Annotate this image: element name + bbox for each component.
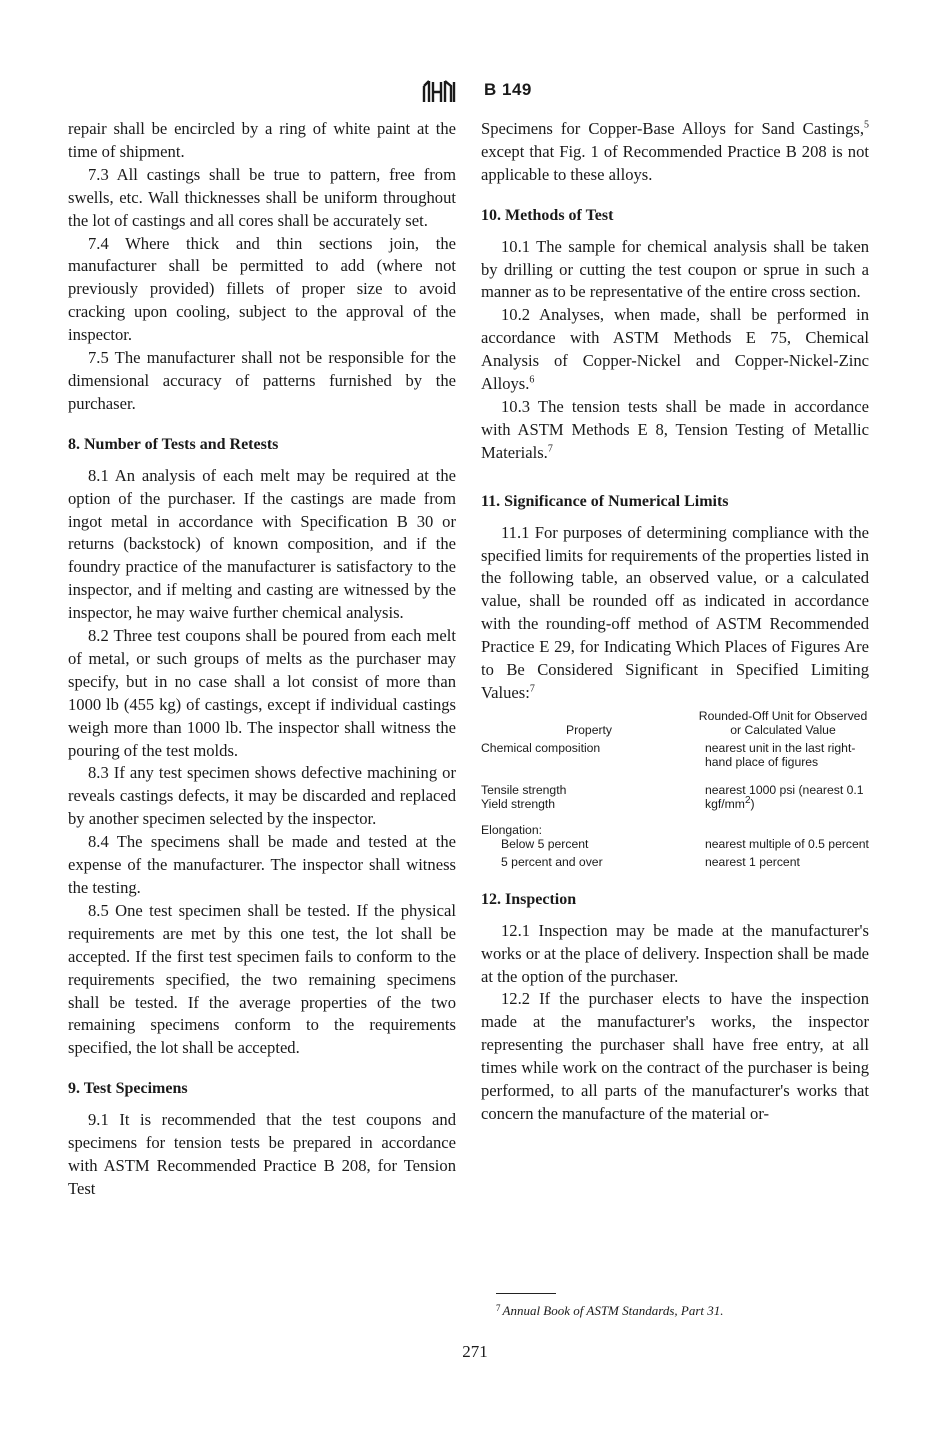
table-row: Yield strength (481, 796, 556, 811)
astm-logo-icon (420, 78, 458, 104)
footnote-ref: 7 (529, 683, 535, 695)
table-header-row (481, 709, 869, 741)
footnote: $^7$ Annual Book of ASTM Standards, Part 31. (496, 1303, 724, 1318)
paragraph-10-3: 10.3 The tension tests shall be made in accordance with ASTM Methods E 8, Tension Testing of Metallic Materials.$^7$ (481, 396, 869, 462)
footnote-ref: 7 (547, 443, 553, 455)
paragraph-12-1: 12.1 Inspection may be made at the manufacturer's works or at the place of delivery. Inspection shall be made at the option of the purchaser. (481, 920, 869, 986)
table-row: Tensile strength nearest 1000 psi (nearest 0.1 kgf/$mm^2$) (481, 782, 864, 811)
paragraph-12-2: 12.2 If the purchaser elects to have the inspection made at the manufacturer's works, the inspector representing the purchaser shall have free entry, at all times while work on the contract of the purchaser is being performed, to all parts of the manufacturer's works that concern the manufacture of the material or- (481, 989, 869, 1123)
footnote-ref: 6 (529, 374, 535, 386)
table-header-unit: Rounded-Off Unit for Observed or Calculated Value (698, 708, 868, 737)
heading-section-12: 12. Inspection (481, 890, 577, 908)
paragraph-7-5: 7.5 The manufacturer shall not be responsible for the dimensional accuracy of patterns furnished by the purchaser. (68, 348, 456, 413)
table-row: Below 5 percent nearest multiple of 0.5 percent (501, 836, 869, 851)
paragraph-8-2: 8.2 Three test coupons shall be poured from each melt of metal, or such groups of melts as the purchaser may specify, but in no case shall a lot consist of more than 1000 lb (455 kg) of castings, except if individual castings weigh more than 1000 lb. The inspector shall witness the pouring of the test molds. (68, 626, 456, 760)
page-header (0, 78, 950, 108)
footnote-ref: 5 (864, 119, 869, 131)
paragraph-11-1: 11.1 For purposes of determining compliance with the specified limits for requirements of the properties listed in the following table, an observed value, or a calculated value, shall be rounded off as indicated in accordance with the rounding-off method of ASTM Recommended Practice E 29, for Indicating Which Places of Figures Are to Be Considered Significant in Specified Limiting Values:$^7$ (481, 522, 869, 702)
paragraph-9-1-cont: Specimens for Copper-Base Alloys for Sand Castings,$^5$ except that Fig. 1 of Recommended Practice B 208 is not applicable to these alloys. (481, 119, 869, 184)
paragraph-7-2-cont: repair shall be encircled by a ring of white paint at the time of shipment. (68, 119, 456, 161)
paragraph-8-3: 8.3 If any test specimen shows defective machining or reveals castings defects, it may be discarded and replaced by another specimen selected by the inspector. (68, 763, 456, 829)
table-row: Elongation: (481, 822, 542, 837)
paragraph-10-1: 10.1 The sample for chemical analysis shall be taken by drilling or cutting the test coupon or sprue in such a manner as to be representative of the entire cross section. (481, 236, 869, 302)
table-row: 5 percent and over nearest 1 percent (501, 854, 800, 869)
heading-section-8: 8. Number of Tests and Retests (68, 435, 279, 453)
document-id: B 149 (484, 80, 532, 99)
paragraph-10-2: 10.2 Analyses, when made, shall be performed in accordance with ASTM Methods E 75, Chemical Analysis of Copper-Nickel and Copper-Nickel-Zinc Alloys.$^6$ (481, 305, 869, 394)
paragraph-7-3: 7.3 All castings shall be true to pattern, free from swells, etc. Wall thicknesses shall be uniform throughout the lot of castings and all cores shall be accurately set. (68, 164, 456, 230)
paragraph-8-5: 8.5 One test specimen shall be tested. If the physical requirements are met by this one test, the lot shall be accepted. If the first test specimen fails to conform to the requirements specified, the two remaining specimens shall be tested. If the average properties of the two remaining specimens conform to the requirements specified, the lot shall be accepted. (68, 900, 456, 1058)
paragraph-7-4: 7.4 Where thick and thin sections join, the manufacturer shall be permitted to add (where not previously provided) fillets of proper size to avoid cracking upon cooling, subject to the approval of the inspector. (68, 233, 456, 345)
heading-section-10: 10. Methods of Test (481, 206, 614, 224)
page-number: 271 (462, 1342, 488, 1361)
rounding-table (481, 709, 869, 869)
table-header-property: Property (565, 722, 613, 737)
table-row: Chemical composition nearest unit in the last right-hand place of figures (481, 740, 856, 769)
paragraph-9-1: 9.1 It is recommended that the test coupons and specimens for tension tests be prepared in accordance with ASTM Recommended Practice B 208, for Tension Test (68, 1110, 456, 1198)
footnote-divider (496, 1293, 556, 1294)
paragraph-8-1: 8.1 An analysis of each melt may be required at the option of the purchaser. If the castings are made from ingot metal in accordance with Specification B 30 or returns (backstock) of known composition, and if the foundry practice of the manufacturer is satisfactory to the inspector, and if melting and casting are witnessed by the inspector, he may waive further chemical analysis. (68, 465, 456, 623)
right-column (481, 118, 869, 1126)
heading-section-11: 11. Significance of Numerical Limits (481, 492, 729, 510)
heading-section-9: 9. Test Specimens (68, 1080, 188, 1098)
paragraph-8-4: 8.4 The specimens shall be made and tested at the expense of the manufacturer. The inspector shall witness the testing. (68, 832, 456, 897)
left-column (68, 118, 456, 1201)
